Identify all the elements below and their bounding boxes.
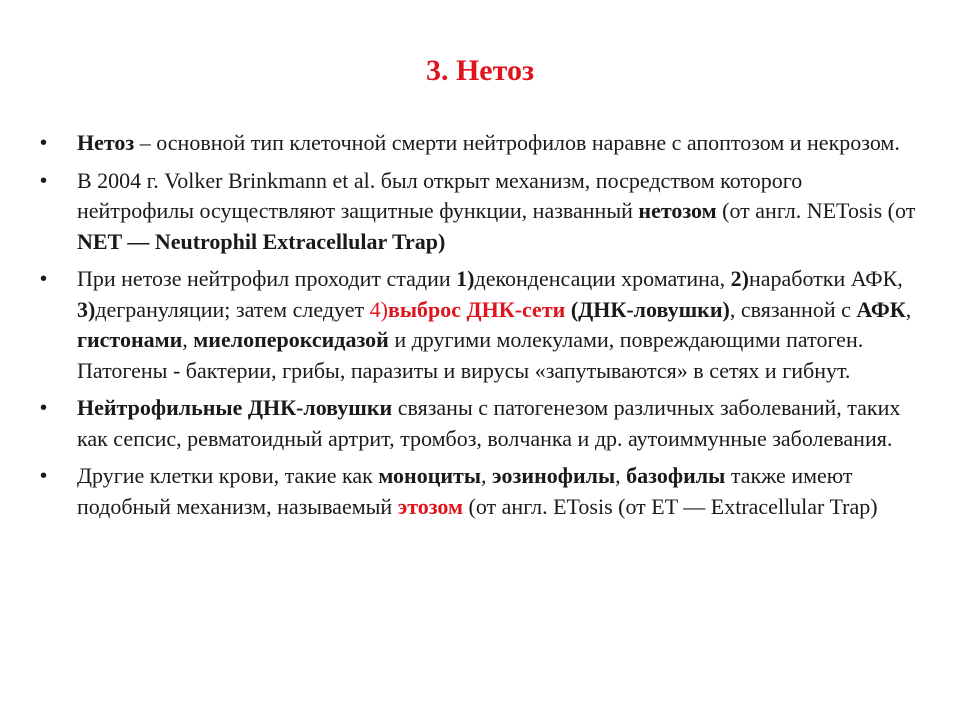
text-segment: 2) [730, 266, 749, 291]
text-segment: В 2004 г. Volker Brinkmann et al. был открыт механизм, посредством которого нейтрофилы осуществляют защитные функции, названный [77, 167, 803, 223]
text-segment: выброс ДНК-сети [387, 296, 566, 322]
text-segment: связаны с патогенезом различных заболеваний, таких как сепсис, ревматоидный артрит, тромбоз, волчанка и др. аутоиммунные заболевания. [77, 395, 901, 451]
text-segment: (от англ. NETosis (от [716, 198, 916, 223]
text-segment: эозинофилы [492, 463, 616, 488]
bullet-item [40, 461, 920, 522]
text-segment: Другие клетки крови, такие как [77, 463, 379, 488]
text-segment: моноциты [378, 463, 482, 488]
bullet-dot-icon: • [40, 465, 48, 487]
text-segment: этозом [397, 493, 463, 519]
text-segment: базофилы [626, 463, 726, 488]
text-segment: Нейтрофильные ДНК-ловушки [77, 395, 393, 420]
text-segment: дегрануляции; затем следует [95, 296, 370, 322]
text-segment: 1) [456, 266, 475, 291]
text-segment: также имеют подобный механизм, называемый [77, 463, 853, 519]
text-segment: наработки АФК, [748, 266, 903, 291]
text-segment: , [481, 463, 493, 488]
text-segment: миелопероксидазой [193, 327, 389, 352]
text-segment: , [905, 296, 912, 322]
bullet-item [40, 128, 920, 159]
text-segment: , связанной с [729, 296, 857, 322]
text-segment: АФК [856, 296, 906, 322]
text-segment: 4) [369, 296, 388, 322]
text-segment: (ДНК-ловушки) [570, 296, 730, 322]
text-segment: – основной тип клеточной смерти нейтрофилов наравне с апоптозом и некрозом. [134, 130, 900, 155]
bullet-dot-icon: • [40, 132, 48, 154]
bullet-dot-icon: • [40, 169, 48, 192]
bullet-item [40, 166, 920, 258]
text-segment: 3) [77, 296, 96, 322]
text-segment: гистонами [77, 327, 183, 352]
bullet-dot-icon: • [40, 397, 48, 419]
text-segment: , [182, 327, 194, 352]
text-segment: деконденсации хроматина, [474, 266, 731, 291]
bullet-item [40, 393, 920, 454]
text-segment: NET — Neutrophil Extracellular Trap) [77, 228, 446, 254]
bullet-list [40, 128, 920, 529]
text-segment: нетозом [638, 198, 717, 223]
text-segment: Нетоз [77, 130, 135, 155]
text-segment: (от англ. ETosis (от ET — Extracellular Trap) [463, 493, 878, 519]
text-segment: и другими молекулами, повреждающими патоген. Патогены - бактерии, грибы, паразиты и вирусы «запутываются» в сетях и гибнут. [77, 327, 864, 383]
slide-title: 3. Нетоз [425, 54, 535, 87]
bullet-dot-icon: • [40, 268, 48, 290]
text-segment: , [615, 463, 627, 488]
text-segment: При нетозе нейтрофил проходит стадии [77, 266, 457, 291]
bullet-item [40, 264, 920, 386]
